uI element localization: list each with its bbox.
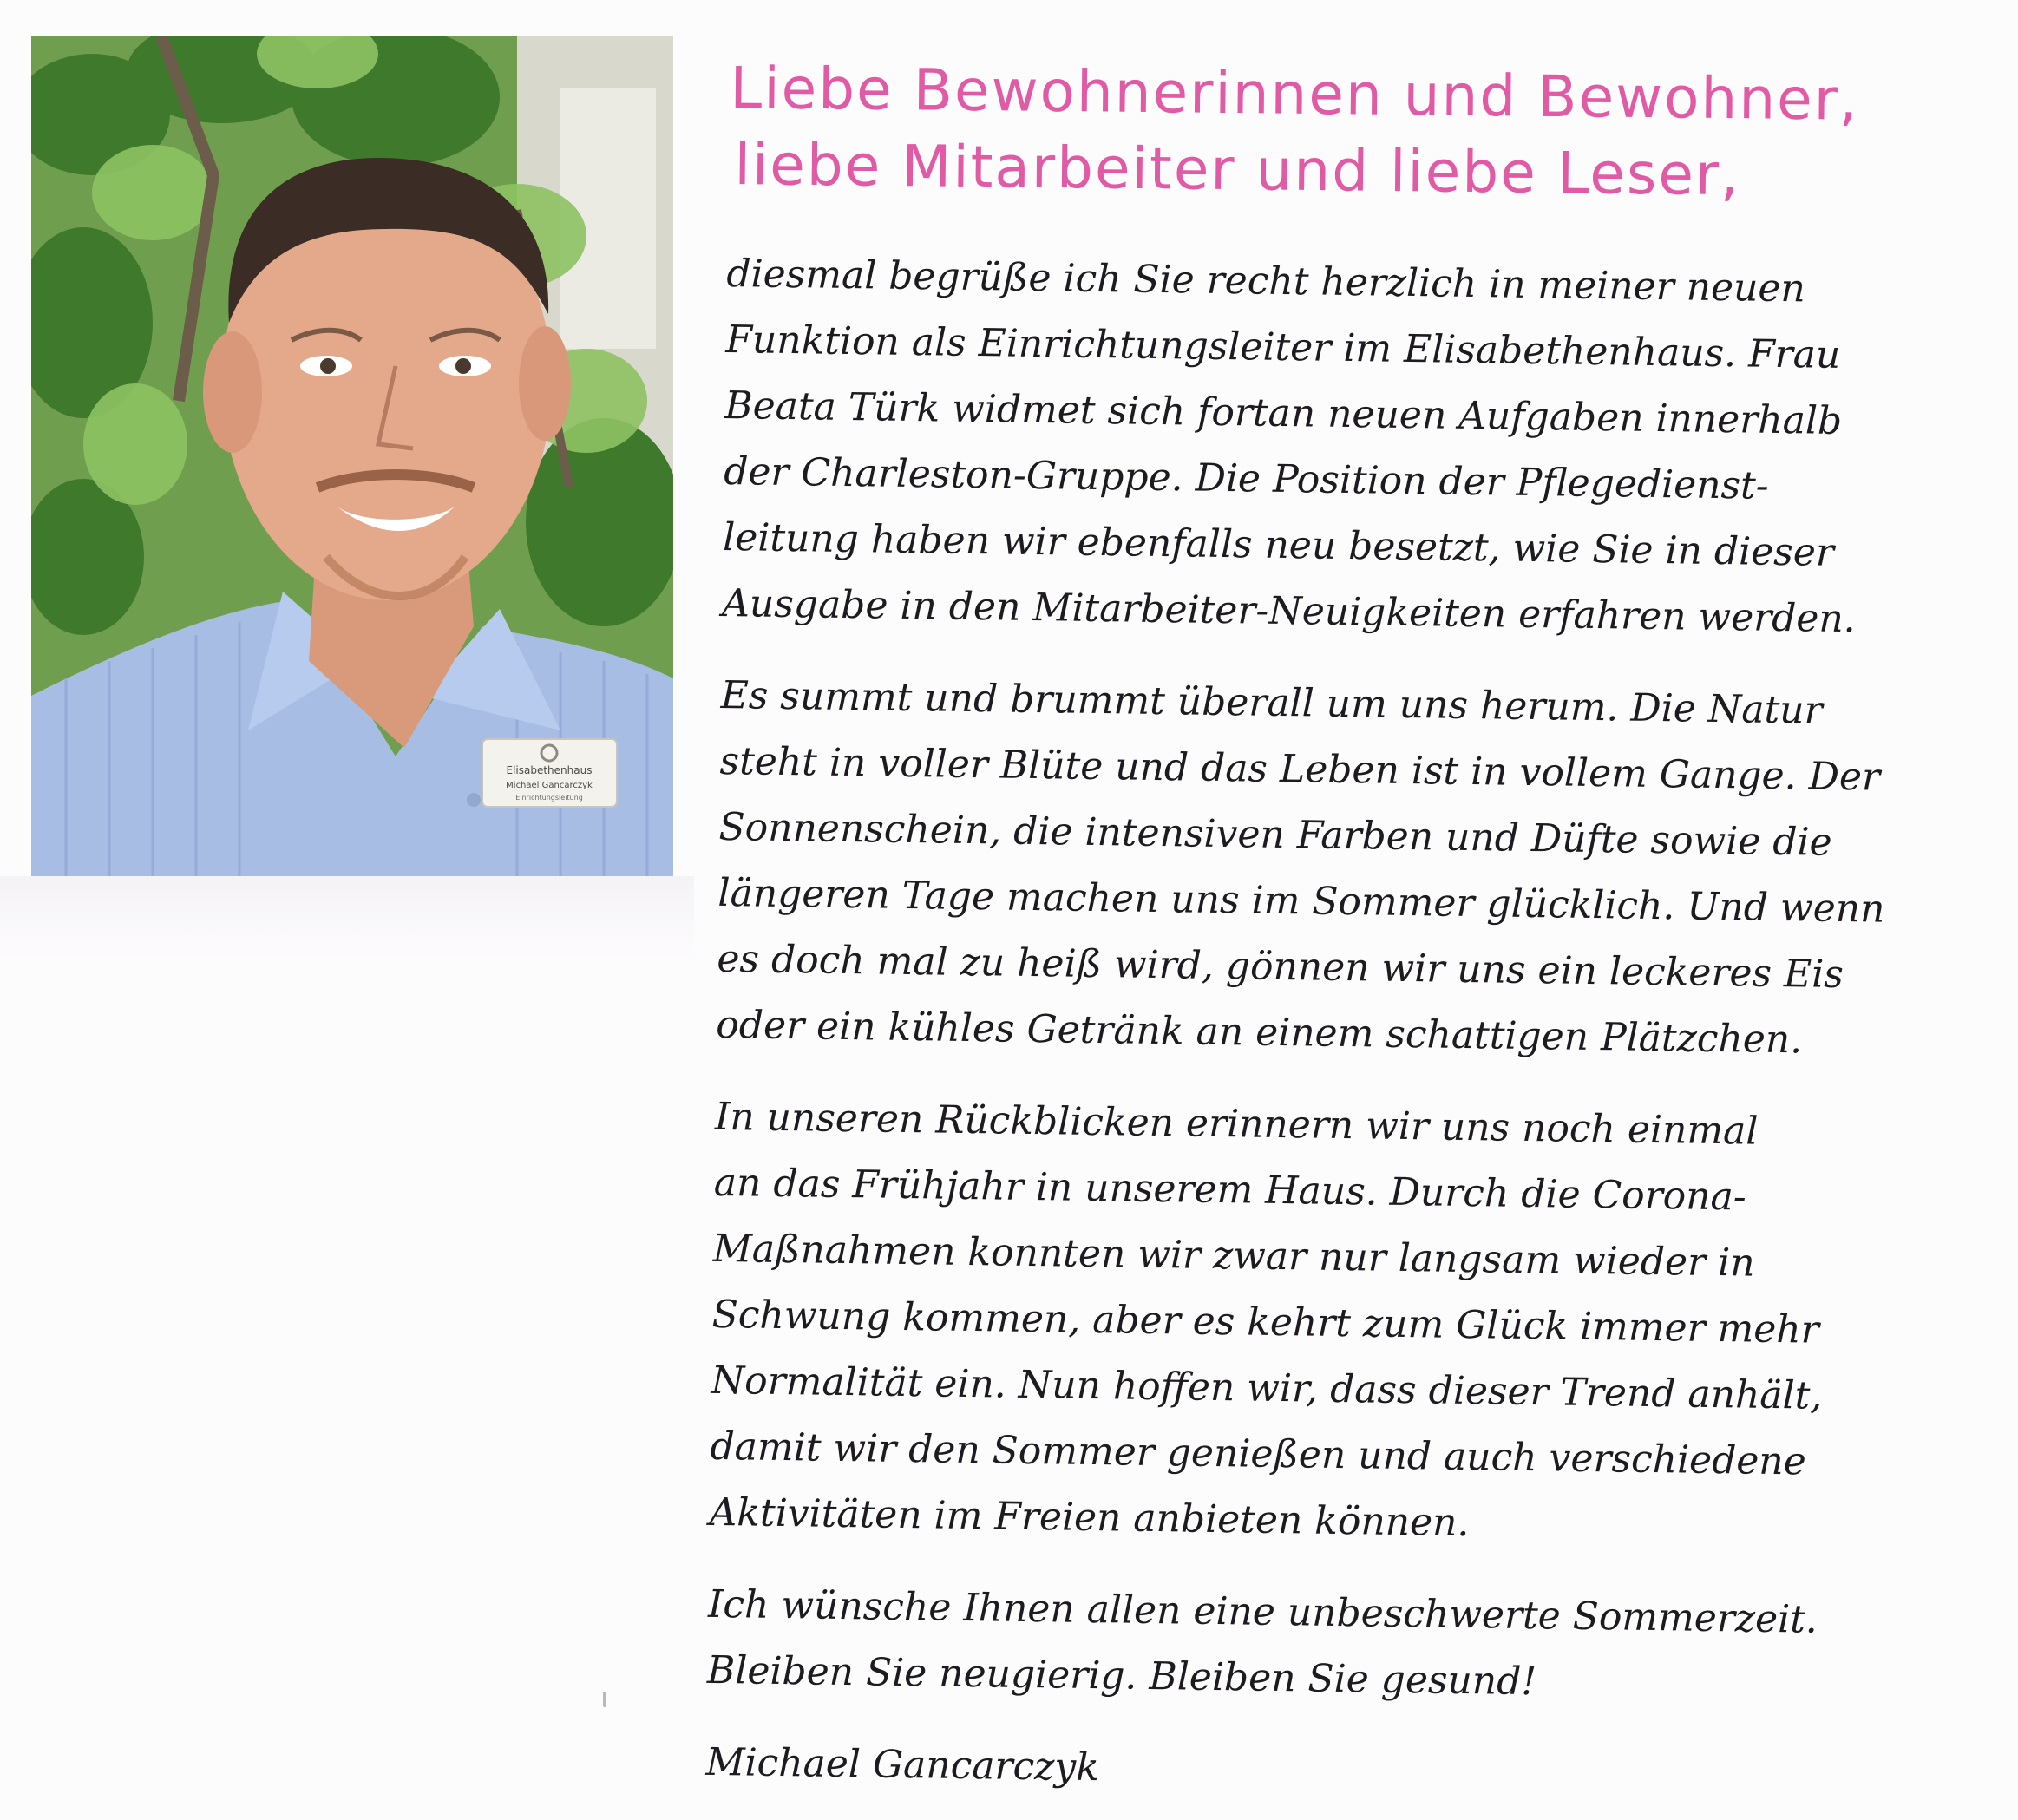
text-line: es doch mal zu heiß wird, gönnen wir uns ein leckeres Eis [717,936,1844,998]
text-line: steht in voller Blüte und das Leben ist in vollem Gange. Der [719,738,1881,800]
text-line: Bleiben Sie neugierig. Bleiben Sie gesund! [706,1647,1537,1705]
paragraph-4 [706,1572,1992,1722]
text-line: Beata Türk widmet sich fortan neuen Aufgaben innerhalb [724,383,1843,443]
text-line: Ich wünsche Ihnen allen eine unbeschwerte Sommerzeit. [707,1581,1818,1642]
text-line: Maßnahmen konnten wir zwar nur langsam wieder in [712,1226,1755,1286]
letter-body [705,241,2011,1813]
text-line: Funktion als Einrichtungsleiter im Elisabethenhaus. Frau [725,317,1841,377]
paragraph-2 [716,663,2005,1077]
text-line: Normalität ein. Nun hoffen wir, dass dieser Trend anhält, [711,1358,1823,1418]
greeting-heading [729,50,1989,216]
text-line: Schwung kommen, aber es kehrt zum Glück immer mehr [711,1292,1820,1352]
scan-speck [603,1692,606,1707]
text-line: damit wir den Sommer genießen und auch verschiedene [710,1424,1807,1484]
paragraph-1 [722,241,2011,655]
text-line: In unseren Rückblicken erinnern wir uns noch einmal [714,1094,1759,1154]
text-line: oder ein kühles Getränk an einem schattigen Plätzchen. [716,1002,1803,1063]
badge-name: Michael Gancarczyk [506,781,593,790]
badge-role: Einrichtungsleitung [515,794,583,802]
text-line: der Charleston-Gruppe. Die Position der Pflegedienst- [723,448,1770,508]
text-line: Aktivitäten im Freien anbieten können. [709,1489,1470,1546]
greeting-line-2: liebe Mitarbeiter und liebe Leser, [734,131,1741,209]
text-line: Ausgabe in den Mitarbeiter-Neuigkeiten erfahren werden. [721,580,1857,642]
portrait-photo [31,36,673,876]
photo-shadow [0,876,694,963]
greeting-line-1: Liebe Bewohnerinnen und Bewohner, [730,54,1860,134]
text-line: an das Frühjahr in unserem Haus. Durch die Corona- [713,1160,1747,1220]
badge-title: Elisabethenhaus [506,764,593,776]
paragraph-3 [709,1084,1999,1564]
text-line: Es summt und brummt überall um uns herum. Die Natur [720,672,1823,733]
text-line: diesmal begrüße ich Sie recht herzlich in meiner neuen [726,251,1806,311]
text-line: Sonnenschein, die intensiven Farben und Düfte sowie die [718,804,1832,865]
text-line: längeren Tage machen uns im Sommer glücklich. Und wenn [717,870,1885,932]
text-line: leitung haben wir ebenfalls neu besetzt, wie Sie in dieser [722,514,1835,575]
signature: Michael Gancarczyk [705,1739,1100,1791]
